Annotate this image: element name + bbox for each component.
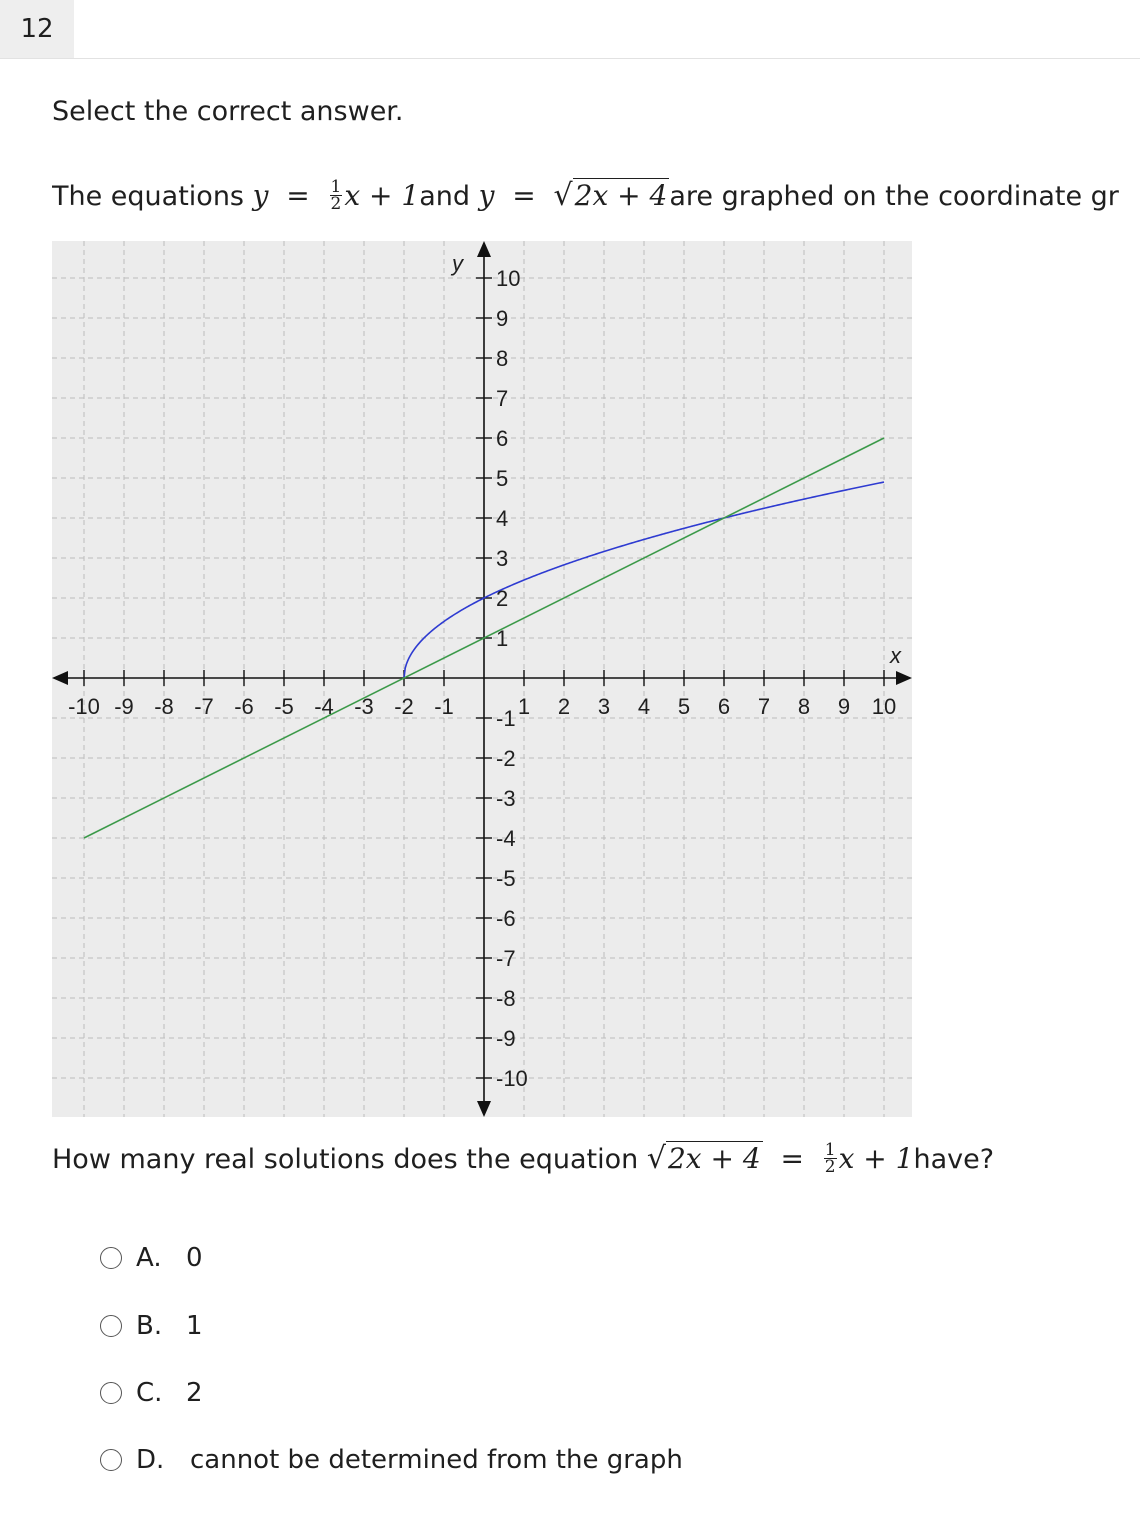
- y-tick-label: -9: [496, 1026, 516, 1051]
- x-tick-label: 2: [557, 694, 571, 719]
- y-tick-label: -2: [496, 746, 516, 771]
- stem-suffix: are graphed on the coordinate gr: [669, 181, 1119, 212]
- x-tick-label: 8: [797, 694, 811, 719]
- x-tick-label: -4: [314, 694, 334, 719]
- y-tick-label: 7: [496, 386, 509, 411]
- radio-button[interactable]: [100, 1382, 122, 1404]
- x-tick-label: -8: [154, 694, 174, 719]
- y-tick-label: -4: [496, 826, 516, 851]
- x-tick-label: 7: [757, 694, 771, 719]
- equation-line: [253, 179, 420, 212]
- x-tick-label: -6: [234, 694, 254, 719]
- radio-button[interactable]: [100, 1247, 122, 1269]
- option-letter: C.: [136, 1378, 163, 1408]
- x-tick-label: -7: [194, 694, 214, 719]
- eq2-equals: =: [512, 179, 536, 212]
- option-letter: B.: [136, 1311, 163, 1341]
- radio-button[interactable]: [100, 1449, 122, 1471]
- y-tick-label: 2: [496, 586, 509, 611]
- eq2-lhs: y: [478, 179, 495, 212]
- instruction-text: Select the correct answer.: [52, 96, 404, 127]
- option-c[interactable]: [100, 1373, 203, 1413]
- graph-background: [52, 241, 912, 1117]
- question-prefix: How many real solutions does the equation: [52, 1144, 639, 1175]
- x-tick-label: 9: [837, 694, 851, 719]
- equation-sqrt: [479, 179, 670, 212]
- y-tick-label: 10: [496, 266, 521, 291]
- y-tick-label: -10: [496, 1066, 528, 1091]
- question-equals: =: [780, 1142, 804, 1175]
- x-tick-label: 4: [637, 694, 651, 719]
- y-tick-label: 8: [496, 346, 509, 371]
- eq1-rest: x + 1: [344, 179, 420, 212]
- option-text: 1: [186, 1311, 203, 1341]
- sqrt-icon: √: [553, 178, 573, 213]
- coordinate-graph: [52, 241, 912, 1117]
- option-d[interactable]: [100, 1440, 683, 1480]
- question-frac-den: 2: [824, 1157, 836, 1177]
- stem-prefix: The equations: [52, 181, 244, 212]
- stem-and: and: [419, 181, 471, 212]
- question-header: [0, 0, 1140, 59]
- x-tick-label: 10: [871, 694, 897, 719]
- eq1-fraction: [330, 179, 343, 212]
- question-suffix: have?: [913, 1144, 995, 1175]
- y-tick-label: -3: [496, 786, 516, 811]
- x-tick-label: 5: [677, 694, 691, 719]
- x-tick-label: 6: [717, 694, 731, 719]
- eq1-frac-num: 1: [330, 178, 342, 197]
- question-rest: x + 1: [838, 1142, 914, 1175]
- y-tick-label: 9: [496, 306, 509, 331]
- y-tick-label: -8: [496, 986, 516, 1011]
- question-number: 12: [0, 0, 74, 58]
- question-stem: [52, 178, 1140, 214]
- x-tick-label: -5: [274, 694, 294, 719]
- y-tick-label: -5: [496, 866, 516, 891]
- x-axis-label: x: [890, 643, 901, 668]
- eq1-lhs: y: [252, 179, 269, 212]
- question-frac-num: 1: [824, 1140, 836, 1160]
- x-tick-label: -1: [434, 694, 454, 719]
- radio-button[interactable]: [100, 1315, 122, 1337]
- x-tick-label: 1: [517, 694, 531, 719]
- x-tick-label: -2: [394, 694, 414, 719]
- x-tick-label: -3: [354, 694, 374, 719]
- x-tick-label: -9: [114, 694, 134, 719]
- option-a[interactable]: [100, 1238, 203, 1278]
- option-text: cannot be determined from the graph: [190, 1445, 683, 1475]
- eq1-frac-den: 2: [330, 194, 342, 214]
- eq1-equals: =: [286, 179, 310, 212]
- option-letter: A.: [136, 1243, 162, 1273]
- question-radicand: 2x + 4: [667, 1142, 761, 1175]
- x-tick-label: 3: [597, 694, 611, 719]
- option-b[interactable]: [100, 1306, 203, 1346]
- option-letter: D.: [136, 1445, 165, 1475]
- sqrt-icon: √: [646, 1141, 666, 1176]
- y-tick-label: 5: [496, 466, 509, 491]
- question-equation: [647, 1142, 914, 1175]
- question-sqrt: [647, 1142, 763, 1175]
- y-axis-label: y: [452, 251, 463, 276]
- x-tick-label: -10: [68, 694, 100, 719]
- y-tick-label: 6: [496, 426, 509, 451]
- y-tick-label: -1: [496, 706, 516, 731]
- sqrt-expression: [554, 179, 670, 212]
- y-tick-label: -6: [496, 906, 516, 931]
- y-tick-label: -7: [496, 946, 516, 971]
- question-fraction: [824, 1142, 837, 1175]
- option-text: 2: [186, 1378, 203, 1408]
- y-tick-label: 1: [496, 626, 509, 651]
- y-tick-label: 4: [496, 506, 509, 531]
- question-prompt: [52, 1141, 994, 1177]
- option-text: 0: [186, 1243, 203, 1273]
- eq2-radicand: 2x + 4: [574, 179, 668, 212]
- y-tick-label: 3: [496, 546, 509, 571]
